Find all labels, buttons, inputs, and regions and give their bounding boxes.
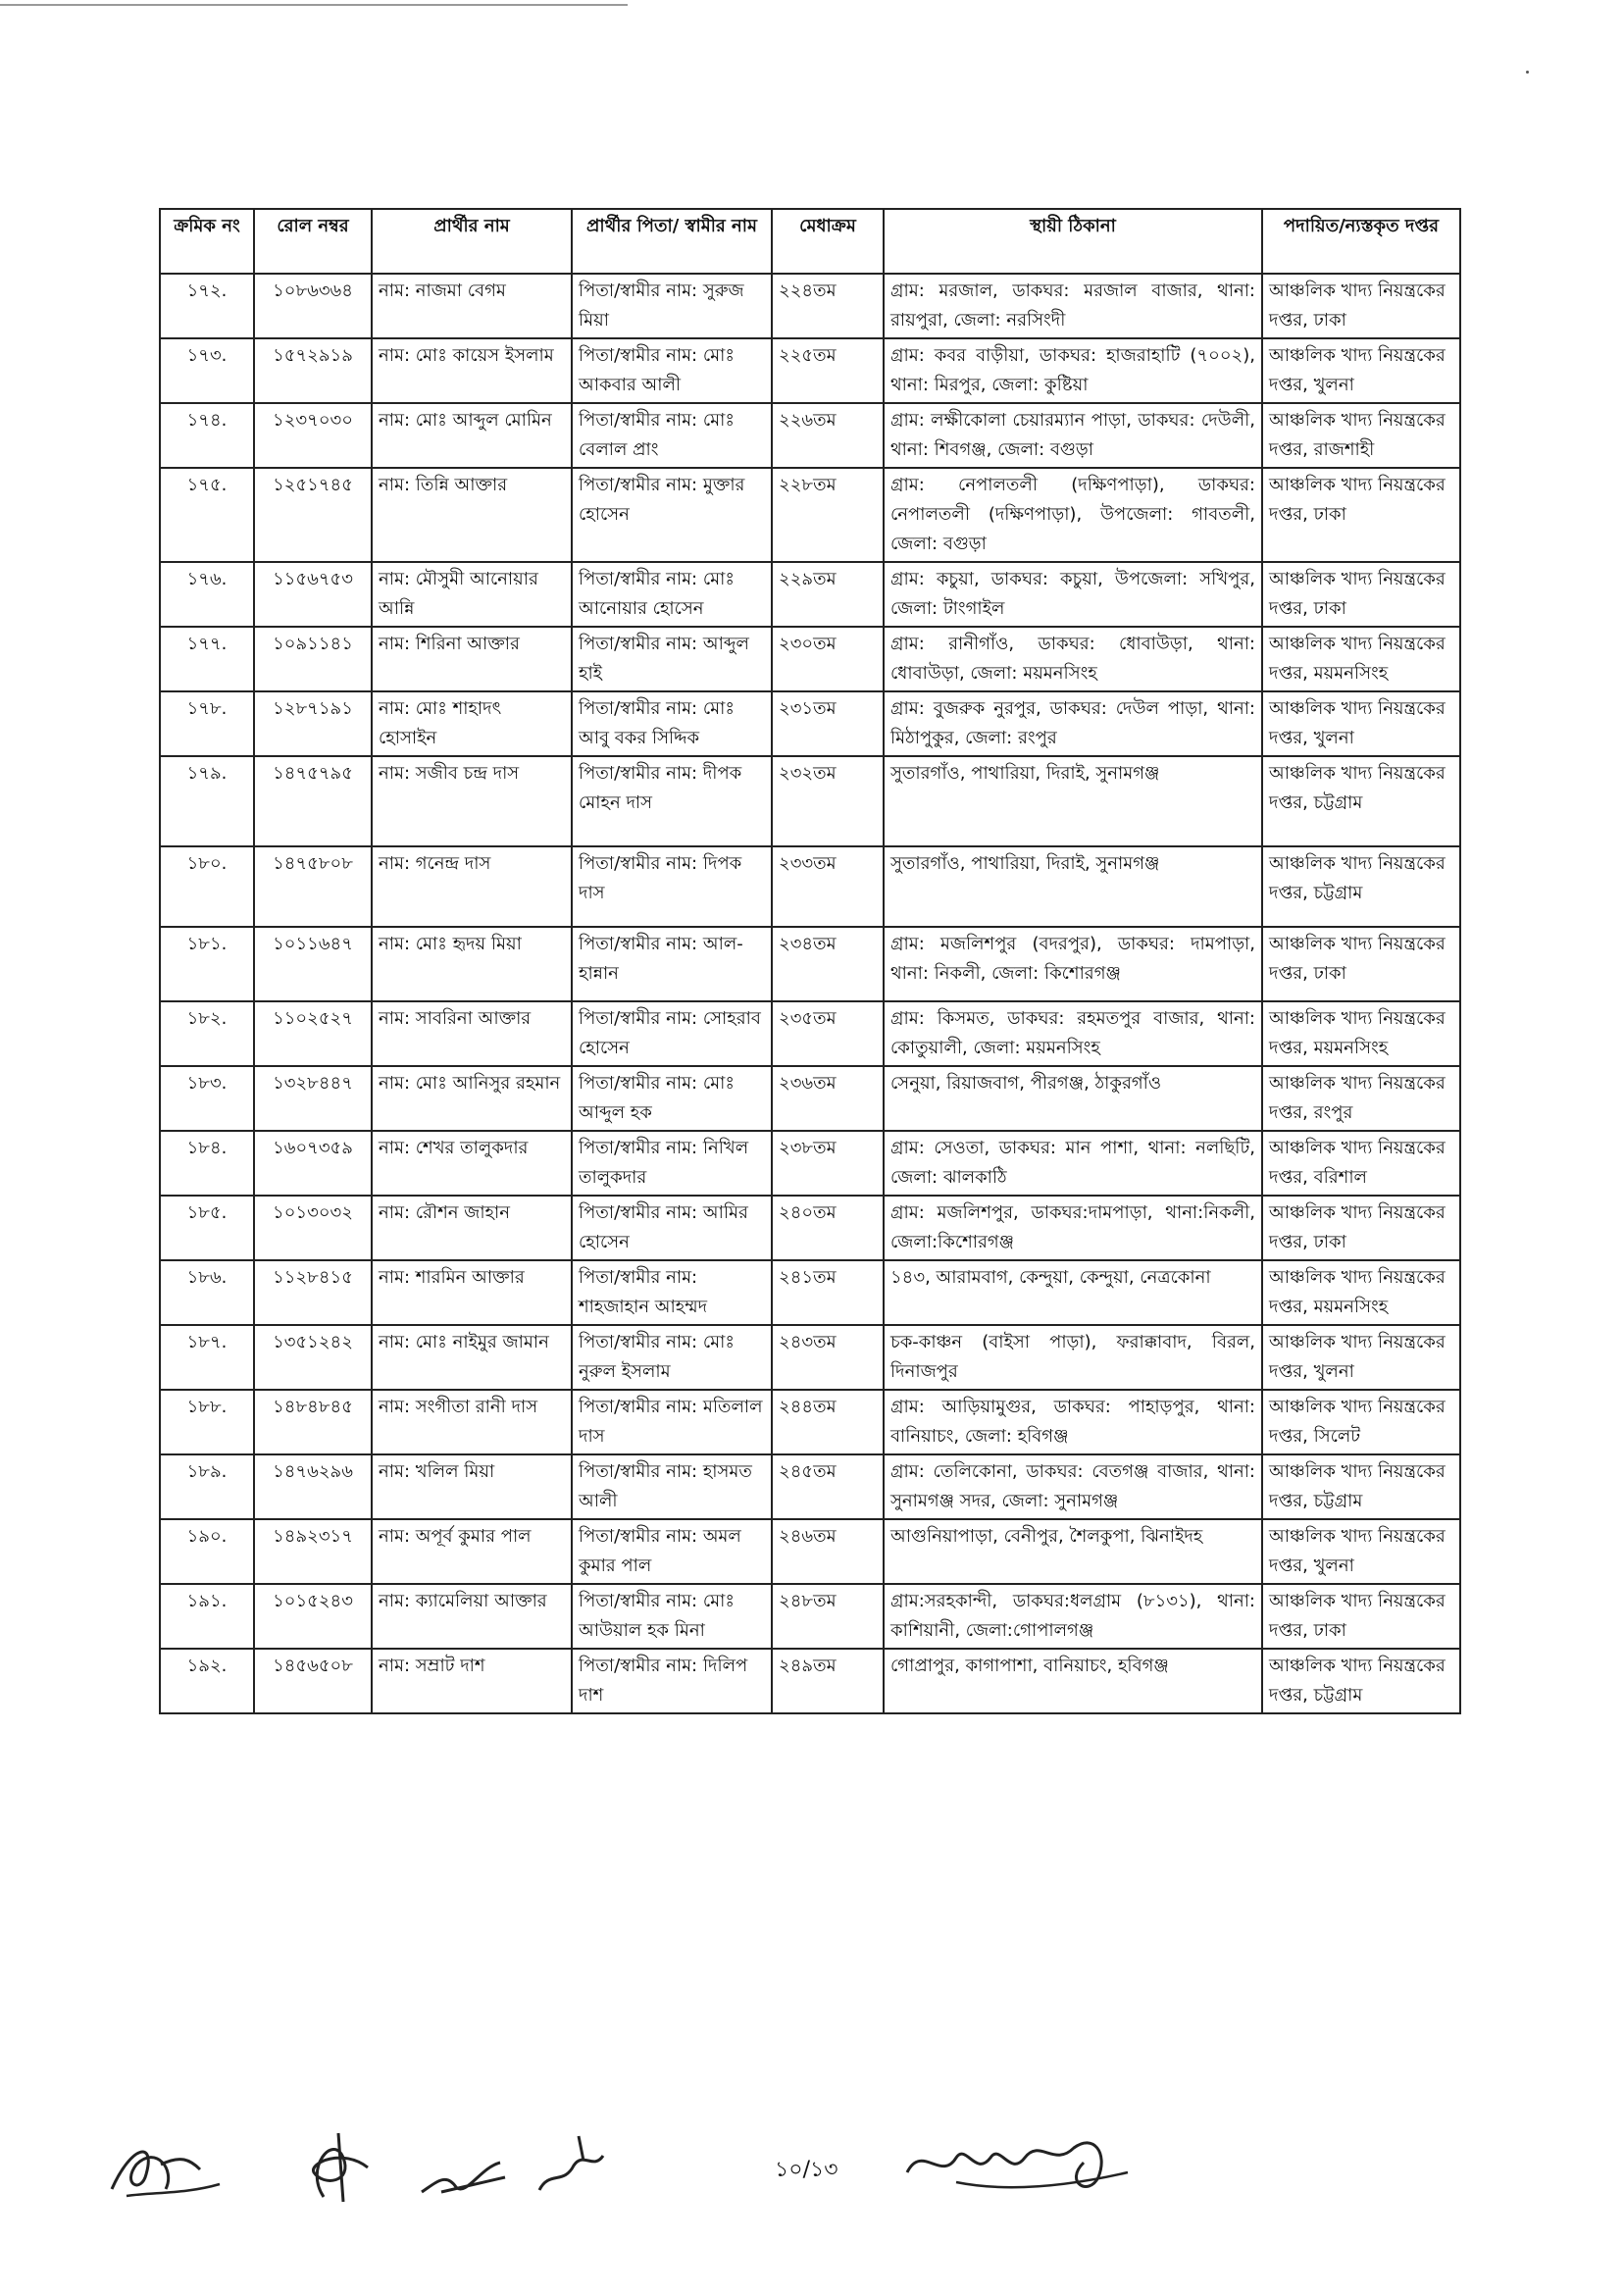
table-row xyxy=(160,1325,1460,1390)
roll-number-cell: ১৫৭২৯১৯ xyxy=(254,338,372,403)
address-cell: গ্রাম: কিসমত, ডাকঘর: রহমতপুর বাজার, থানা: কোতুয়ালী, জেলা: ময়মনসিংহ xyxy=(884,1001,1262,1066)
page-number: ১০/১৩ xyxy=(775,2158,838,2182)
address-cell: গ্রাম: নেপালতলী (দক্ষিণপাড়া), ডাকঘর: নেপালতলী (দক্ষিণপাড়া), উপজেলা: গাবতলী, জেলা: বগুড়া xyxy=(884,468,1262,562)
serial-cell: ১৮১. xyxy=(160,927,254,1001)
posted-office-cell: আঞ্চলিক খাদ্য নিয়ন্ত্রকের দপ্তর, খুলনা xyxy=(1262,1325,1460,1390)
table-body xyxy=(160,274,1460,1713)
candidate-name-cell: নাম: মোঃ নাইমুর জামান xyxy=(372,1325,572,1390)
merit-rank-cell: ২২৫তম xyxy=(772,338,884,403)
scan-speck xyxy=(1526,71,1529,74)
address-cell: ১৪৩, আরামবাগ, কেন্দুয়া, কেন্দুয়া, নেত্রকোনা xyxy=(884,1260,1262,1325)
table-row xyxy=(160,1001,1460,1066)
parent-name-cell: পিতা/স্বামীর নাম: সোহরাব হোসেন xyxy=(572,1001,772,1066)
roll-number-cell: ১৩২৮৪৪৭ xyxy=(254,1066,372,1131)
serial-cell: ১৯১. xyxy=(160,1584,254,1649)
serial-cell: ১৭৯. xyxy=(160,756,254,846)
roll-number-cell: ১৪৫৬৫০৮ xyxy=(254,1649,372,1713)
merit-rank-cell: ২৩০তম xyxy=(772,627,884,691)
parent-name-cell: পিতা/স্বামীর নাম: আমির হোসেন xyxy=(572,1196,772,1260)
table-row xyxy=(160,846,1460,927)
posted-office-cell: আঞ্চলিক খাদ্য নিয়ন্ত্রকের দপ্তর, চট্টগ্রাম xyxy=(1262,846,1460,927)
posted-office-cell: আঞ্চলিক খাদ্য নিয়ন্ত্রকের দপ্তর, ঢাকা xyxy=(1262,562,1460,627)
roll-number-cell: ১০৯১১৪১ xyxy=(254,627,372,691)
parent-name-cell: পিতা/স্বামীর নাম: সুরুজ মিয়া xyxy=(572,274,772,338)
col-serial-header: ক্রমিক নং xyxy=(160,209,254,274)
posted-office-cell: আঞ্চলিক খাদ্য নিয়ন্ত্রকের দপ্তর, চট্টগ্রাম xyxy=(1262,1649,1460,1713)
roll-number-cell: ১৪৭৫৭৯৫ xyxy=(254,756,372,846)
address-cell: গ্রাম: মজলিশপুর (বদরপুর), ডাকঘর: দামপাড়া, থানা: নিকলী, জেলা: কিশোরগঞ্জ xyxy=(884,927,1262,1001)
address-cell: সুতারগাঁও, পাথারিয়া, দিরাই, সুনামগঞ্জ xyxy=(884,756,1262,846)
candidate-name-cell: নাম: সজীব চন্দ্র দাস xyxy=(372,756,572,846)
posted-office-cell: আঞ্চলিক খাদ্য নিয়ন্ত্রকের দপ্তর, খুলনা xyxy=(1262,691,1460,756)
serial-cell: ১৮০. xyxy=(160,846,254,927)
parent-name-cell: পিতা/স্বামীর নাম: দীপক মোহন দাস xyxy=(572,756,772,846)
posted-office-cell: আঞ্চলিক খাদ্য নিয়ন্ত্রকের দপ্তর, রাজশাহী xyxy=(1262,403,1460,468)
address-cell: আগুনিয়াপাড়া, বেনীপুর, শৈলকুপা, ঝিনাইদহ xyxy=(884,1519,1262,1584)
roll-number-cell: ১৪৭৫৮০৮ xyxy=(254,846,372,927)
address-cell: চক-কাঞ্চন (বাইসা পাড়া), ফরাক্কাবাদ, বিরল, দিনাজপুর xyxy=(884,1325,1262,1390)
merit-rank-cell: ২৪৩তম xyxy=(772,1325,884,1390)
candidate-name-cell: নাম: মৌসুমী আনোয়ার আন্নি xyxy=(372,562,572,627)
roll-number-cell: ১২৮৭১৯১ xyxy=(254,691,372,756)
merit-rank-cell: ২৪০তম xyxy=(772,1196,884,1260)
scan-edge-line xyxy=(0,4,628,6)
table-header-row xyxy=(160,209,1460,274)
parent-name-cell: পিতা/স্বামীর নাম: অমল কুমার পাল xyxy=(572,1519,772,1584)
parent-name-cell: পিতা/স্বামীর নাম: মোঃ আকবার আলী xyxy=(572,338,772,403)
serial-cell: ১৭৫. xyxy=(160,468,254,562)
posted-office-cell: আঞ্চলিক খাদ্য নিয়ন্ত্রকের দপ্তর, সিলেট xyxy=(1262,1390,1460,1454)
candidate-name-cell: নাম: ক্যামেলিয়া আক্তার xyxy=(372,1584,572,1649)
signature-1 xyxy=(102,2135,249,2204)
address-cell: গ্রাম: মরজাল, ডাকঘর: মরজাল বাজার, থানা: রায়পুরা, জেলা: নরসিংদী xyxy=(884,274,1262,338)
address-cell: গ্রাম: কচুয়া, ডাকঘর: কচুয়া, উপজেলা: সখিপুর, জেলা: টাংগাইল xyxy=(884,562,1262,627)
table-row xyxy=(160,1390,1460,1454)
parent-name-cell: পিতা/স্বামীর নাম: মোঃ আবু বকর সিদ্দিক xyxy=(572,691,772,756)
posted-office-cell: আঞ্চলিক খাদ্য নিয়ন্ত্রকের দপ্তর, ঢাকা xyxy=(1262,274,1460,338)
parent-name-cell: পিতা/স্বামীর নাম: মোঃ আব্দুল হক xyxy=(572,1066,772,1131)
roll-number-cell: ১৪৭৬২৯৬ xyxy=(254,1454,372,1519)
candidate-name-cell: নাম: মোঃ আব্দুল মোমিন xyxy=(372,403,572,468)
serial-cell: ১৭৪. xyxy=(160,403,254,468)
serial-cell: ১৭৬. xyxy=(160,562,254,627)
table-row xyxy=(160,403,1460,468)
table-row xyxy=(160,274,1460,338)
table-row xyxy=(160,1649,1460,1713)
serial-cell: ১৮৮. xyxy=(160,1390,254,1454)
table-row xyxy=(160,756,1460,846)
roll-number-cell: ১১২৮৪১৫ xyxy=(254,1260,372,1325)
parent-name-cell: পিতা/স্বামীর নাম: হাসমত আলী xyxy=(572,1454,772,1519)
posted-office-cell: আঞ্চলিক খাদ্য নিয়ন্ত্রকের দপ্তর, বরিশাল xyxy=(1262,1131,1460,1196)
address-cell: গ্রাম: সেওতা, ডাকঘর: মান পাশা, থানা: নলছিটি, জেলা: ঝালকাঠি xyxy=(884,1131,1262,1196)
table-row xyxy=(160,927,1460,1001)
col-merit-header: মেধাক্রম xyxy=(772,209,884,274)
posted-office-cell: আঞ্চলিক খাদ্য নিয়ন্ত্রকের দপ্তর, ময়মনসিংহ xyxy=(1262,1260,1460,1325)
merit-rank-cell: ২৩৮তম xyxy=(772,1131,884,1196)
candidate-table xyxy=(159,208,1461,1714)
posted-office-cell: আঞ্চলিক খাদ্য নিয়ন্ত্রকের দপ্তর, রংপুর xyxy=(1262,1066,1460,1131)
posted-office-cell: আঞ্চলিক খাদ্য নিয়ন্ত্রকের দপ্তর, ময়মনসিংহ xyxy=(1262,1001,1460,1066)
serial-cell: ১৮৭. xyxy=(160,1325,254,1390)
col-office-header: পদায়িত/ন্যস্তকৃত দপ্তর xyxy=(1262,209,1460,274)
candidate-name-cell: নাম: তিন্নি আক্তার xyxy=(372,468,572,562)
posted-office-cell: আঞ্চলিক খাদ্য নিয়ন্ত্রকের দপ্তর, চট্টগ্রাম xyxy=(1262,756,1460,846)
serial-cell: ১৯২. xyxy=(160,1649,254,1713)
parent-name-cell: পিতা/স্বামীর নাম: মোঃ আনোয়ার হোসেন xyxy=(572,562,772,627)
posted-office-cell: আঞ্চলিক খাদ্য নিয়ন্ত্রকের দপ্তর, ঢাকা xyxy=(1262,927,1460,1001)
address-cell: গ্রাম:সরহকান্দী, ডাকঘর:ধলগ্রাম (৮১৩১), থানা: কাশিয়ানী, জেলা:গোপালগঞ্জ xyxy=(884,1584,1262,1649)
parent-name-cell: পিতা/স্বামীর নাম: মোঃ আউয়াল হক মিনা xyxy=(572,1584,772,1649)
parent-name-cell: পিতা/স্বামীর নাম: নিখিল তালুকদার xyxy=(572,1131,772,1196)
table-row xyxy=(160,1196,1460,1260)
merit-rank-cell: ২৩৫তম xyxy=(772,1001,884,1066)
address-cell: গ্রাম: কবর বাড়ীয়া, ডাকঘর: হাজরাহাটি (৭০০২), থানা: মিরপুর, জেলা: কুষ্টিয়া xyxy=(884,338,1262,403)
candidate-name-cell: নাম: নাজমা বেগম xyxy=(372,274,572,338)
parent-name-cell: পিতা/স্বামীর নাম: মুক্তার হোসেন xyxy=(572,468,772,562)
table-row xyxy=(160,1454,1460,1519)
candidate-name-cell: নাম: রৌশন জাহান xyxy=(372,1196,572,1260)
serial-cell: ১৮২. xyxy=(160,1001,254,1066)
table-row xyxy=(160,468,1460,562)
roll-number-cell: ১১০২৫২৭ xyxy=(254,1001,372,1066)
merit-rank-cell: ২৪৪তম xyxy=(772,1390,884,1454)
roll-number-cell: ১৪৮৪৮৪৫ xyxy=(254,1390,372,1454)
signature-2 xyxy=(284,2128,392,2207)
posted-office-cell: আঞ্চলিক খাদ্য নিয়ন্ত্রকের দপ্তর, ময়মনসিংহ xyxy=(1262,627,1460,691)
candidate-name-cell: নাম: শিরিনা আক্তার xyxy=(372,627,572,691)
serial-cell: ১৭৮. xyxy=(160,691,254,756)
serial-cell: ১৯০. xyxy=(160,1519,254,1584)
parent-name-cell: পিতা/স্বামীর নাম: দিপক দাস xyxy=(572,846,772,927)
merit-rank-cell: ২৪৬তম xyxy=(772,1519,884,1584)
candidate-name-cell: নাম: গনেন্দ্র দাস xyxy=(372,846,572,927)
posted-office-cell: আঞ্চলিক খাদ্য নিয়ন্ত্রকের দপ্তর, ঢাকা xyxy=(1262,1196,1460,1260)
signature-3 xyxy=(412,2148,520,2207)
table-row xyxy=(160,1131,1460,1196)
table-row xyxy=(160,1519,1460,1584)
signature-5 xyxy=(897,2123,1142,2212)
serial-cell: ১৭৩. xyxy=(160,338,254,403)
roll-number-cell: ১০১৫২৪৩ xyxy=(254,1584,372,1649)
serial-cell: ১৭৭. xyxy=(160,627,254,691)
merit-rank-cell: ২৩৩তম xyxy=(772,846,884,927)
posted-office-cell: আঞ্চলিক খাদ্য নিয়ন্ত্রকের দপ্তর, ঢাকা xyxy=(1262,468,1460,562)
roll-number-cell: ১১৫৬৭৫৩ xyxy=(254,562,372,627)
posted-office-cell: আঞ্চলিক খাদ্য নিয়ন্ত্রকের দপ্তর, ঢাকা xyxy=(1262,1584,1460,1649)
address-cell: সুতারগাঁও, পাথারিয়া, দিরাই, সুনামগঞ্জ xyxy=(884,846,1262,927)
parent-name-cell: পিতা/স্বামীর নাম: শাহজাহান আহম্মদ xyxy=(572,1260,772,1325)
posted-office-cell: আঞ্চলিক খাদ্য নিয়ন্ত্রকের দপ্তর, চট্টগ্রাম xyxy=(1262,1454,1460,1519)
serial-cell: ১৭২. xyxy=(160,274,254,338)
table-row xyxy=(160,1066,1460,1131)
candidate-name-cell: নাম: মোঃ শাহাদৎ হোসাইন xyxy=(372,691,572,756)
serial-cell: ১৮৩. xyxy=(160,1066,254,1131)
candidate-name-cell: নাম: অপূর্ব কুমার পাল xyxy=(372,1519,572,1584)
merit-rank-cell: ২৩৪তম xyxy=(772,927,884,1001)
col-name-header: প্রার্থীর নাম xyxy=(372,209,572,274)
table-row xyxy=(160,691,1460,756)
parent-name-cell: পিতা/স্বামীর নাম: দিলিপ দাশ xyxy=(572,1649,772,1713)
address-cell: গ্রাম: বুজরুক নুরপুর, ডাকঘর: দেউল পাড়া, থানা: মিঠাপুকুর, জেলা: রংপুর xyxy=(884,691,1262,756)
candidate-name-cell: নাম: মোঃ হৃদয় মিয়া xyxy=(372,927,572,1001)
candidate-name-cell: নাম: শেখর তালুকদার xyxy=(372,1131,572,1196)
col-parent-header: প্রার্থীর পিতা/ স্বামীর নাম xyxy=(572,209,772,274)
posted-office-cell: আঞ্চলিক খাদ্য নিয়ন্ত্রকের দপ্তর, খুলনা xyxy=(1262,1519,1460,1584)
roll-number-cell: ১০১১৬৪৭ xyxy=(254,927,372,1001)
roll-number-cell: ১০১৩০৩২ xyxy=(254,1196,372,1260)
table-row xyxy=(160,627,1460,691)
merit-rank-cell: ২৪৮তম xyxy=(772,1584,884,1649)
address-cell: গ্রাম: মজলিশপুর, ডাকঘর:দামপাড়া, থানা:নিকলী, জেলা:কিশোরগঞ্জ xyxy=(884,1196,1262,1260)
candidate-name-cell: নাম: মোঃ আনিসুর রহমান xyxy=(372,1066,572,1131)
candidate-name-cell: নাম: সংগীতা রানী দাস xyxy=(372,1390,572,1454)
table-row xyxy=(160,562,1460,627)
posted-office-cell: আঞ্চলিক খাদ্য নিয়ন্ত্রকের দপ্তর, খুলনা xyxy=(1262,338,1460,403)
parent-name-cell: পিতা/স্বামীর নাম: মোঃ নুরুল ইসলাম xyxy=(572,1325,772,1390)
roll-number-cell: ১৬০৭৩৫৯ xyxy=(254,1131,372,1196)
signature-4 xyxy=(530,2131,618,2210)
parent-name-cell: পিতা/স্বামীর নাম: মতিলাল দাস xyxy=(572,1390,772,1454)
merit-rank-cell: ২৪৯তম xyxy=(772,1649,884,1713)
merit-rank-cell: ২৪৫তম xyxy=(772,1454,884,1519)
serial-cell: ১৮৪. xyxy=(160,1131,254,1196)
col-address-header: স্থায়ী ঠিকানা xyxy=(884,209,1262,274)
candidate-name-cell: নাম: মোঃ কায়েস ইসলাম xyxy=(372,338,572,403)
parent-name-cell: পিতা/স্বামীর নাম: মোঃ বেলাল প্রাং xyxy=(572,403,772,468)
merit-rank-cell: ২২৬তম xyxy=(772,403,884,468)
merit-rank-cell: ২২৮তম xyxy=(772,468,884,562)
candidate-name-cell: নাম: শারমিন আক্তার xyxy=(372,1260,572,1325)
address-cell: সেনুয়া, রিয়াজবাগ, পীরগঞ্জ, ঠাকুরগাঁও xyxy=(884,1066,1262,1131)
merit-rank-cell: ২৪১তম xyxy=(772,1260,884,1325)
merit-rank-cell: ২৩৬তম xyxy=(772,1066,884,1131)
serial-cell: ১৮৫. xyxy=(160,1196,254,1260)
candidate-name-cell: নাম: সাবরিনা আক্তার xyxy=(372,1001,572,1066)
roll-number-cell: ১২৩৭০৩০ xyxy=(254,403,372,468)
roll-number-cell: ১২৫১৭৪৫ xyxy=(254,468,372,562)
merit-rank-cell: ২৩২তম xyxy=(772,756,884,846)
parent-name-cell: পিতা/স্বামীর নাম: আব্দুল হাই xyxy=(572,627,772,691)
address-cell: গ্রাম: লক্ষীকোলা চেয়ারম্যান পাড়া, ডাকঘর: দেউলী, থানা: শিবগঞ্জ, জেলা: বগুড়া xyxy=(884,403,1262,468)
table-row xyxy=(160,1260,1460,1325)
address-cell: গোপ্রাপুর, কাগাপাশা, বানিয়াচং, হবিগঞ্জ xyxy=(884,1649,1262,1713)
table-row xyxy=(160,1584,1460,1649)
candidate-name-cell: নাম: খলিল মিয়া xyxy=(372,1454,572,1519)
parent-name-cell: পিতা/স্বামীর নাম: আল-হান্নান xyxy=(572,927,772,1001)
merit-rank-cell: ২৩১তম xyxy=(772,691,884,756)
merit-rank-cell: ২২৪তম xyxy=(772,274,884,338)
serial-cell: ১৮৯. xyxy=(160,1454,254,1519)
roll-number-cell: ১৪৯২৩১৭ xyxy=(254,1519,372,1584)
roll-number-cell: ১৩৫১২৪২ xyxy=(254,1325,372,1390)
table-row xyxy=(160,338,1460,403)
merit-rank-cell: ২২৯তম xyxy=(772,562,884,627)
serial-cell: ১৮৬. xyxy=(160,1260,254,1325)
address-cell: গ্রাম: তেলিকোনা, ডাকঘর: বেতগঞ্জ বাজার, থানা: সুনামগঞ্জ সদর, জেলা: সুনামগঞ্জ xyxy=(884,1454,1262,1519)
address-cell: গ্রাম: রানীগাঁও, ডাকঘর: ধোবাউড়া, থানা: ধোবাউড়া, জেলা: ময়মনসিংহ xyxy=(884,627,1262,691)
roll-number-cell: ১০৮৬৩৬৪ xyxy=(254,274,372,338)
address-cell: গ্রাম: আড়িয়ামুগুর, ডাকঘর: পাহাড়পুর, থানা: বানিয়াচং, জেলা: হবিগঞ্জ xyxy=(884,1390,1262,1454)
candidate-name-cell: নাম: সম্রাট দাশ xyxy=(372,1649,572,1713)
col-roll-header: রোল নম্বর xyxy=(254,209,372,274)
